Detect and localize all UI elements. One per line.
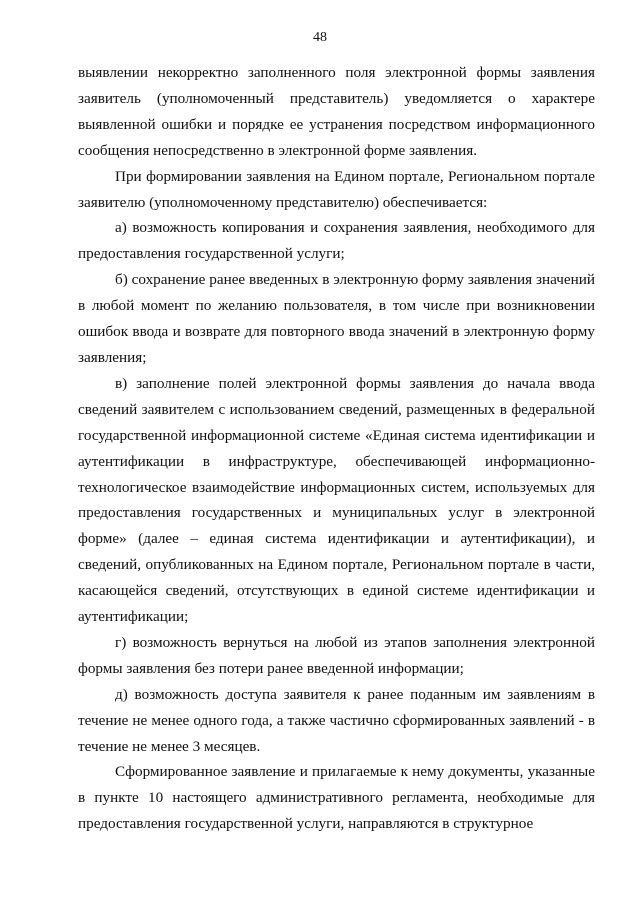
paragraph-submission: Сформированное заявление и прилагаемые к нему документы, указанные в пункте 10 настоящего административного регламента, необходимые для предоставления государственной услуги, направляются в структурное [78,763,595,833]
paragraph-item-d: д) возможность доступа заявителя к ранее поданным им заявлениям в течение не менее одного года, а также частично сформированных заявлений - в течение не менее 3 месяцев. [78,685,595,755]
paragraph-item-g: г) возможность вернуться на любой из этапов заполнения электронной формы заявления без потери ранее введенной информации; [78,633,595,677]
paragraph-error-notification: выявлении некорректно заполненного поля электронной формы заявления заявитель (уполномоченный представитель) уведомляется о характере выявленной ошибки и порядке ее устранения посредством информационного сообщения непосредственно в электронной форме заявления. [78,64,595,159]
page-number: 48 [313,30,327,45]
document-body [78,60,595,837]
paragraph-item-b: б) сохранение ранее введенных в электронную форму заявления значений в любой момент по желанию пользователя, в том числе при возникновении ошибок ввода и возврате для повторного ввода значений в электронную форму заявления; [78,271,595,366]
paragraph-item-v: в) заполнение полей электронной формы заявления до начала ввода сведений заявителем с использованием сведений, размещенных в федеральной государственной информационной системе «Единая система идентификации и аутентификации в инфраструктуре, обеспечивающей информационно-технологическое взаимодействие информационных систем, используемых для предоставления государственных и муниципальных услуг в электронной форме» (далее – единая система идентификации и аутентификации), и сведений, опубликованных на Едином портале, Региональном портале в части, касающейся сведений, отсутствующих в единой системе идентификации и аутентификации; [78,374,595,626]
paragraph-portal-provisions: При формировании заявления на Едином портале, Региональном портале заявителю (уполномоченному представителю) обеспечивается: [78,167,595,211]
paragraph-item-a: а) возможность копирования и сохранения заявления, необходимого для предоставления государственной услуги; [78,219,595,263]
